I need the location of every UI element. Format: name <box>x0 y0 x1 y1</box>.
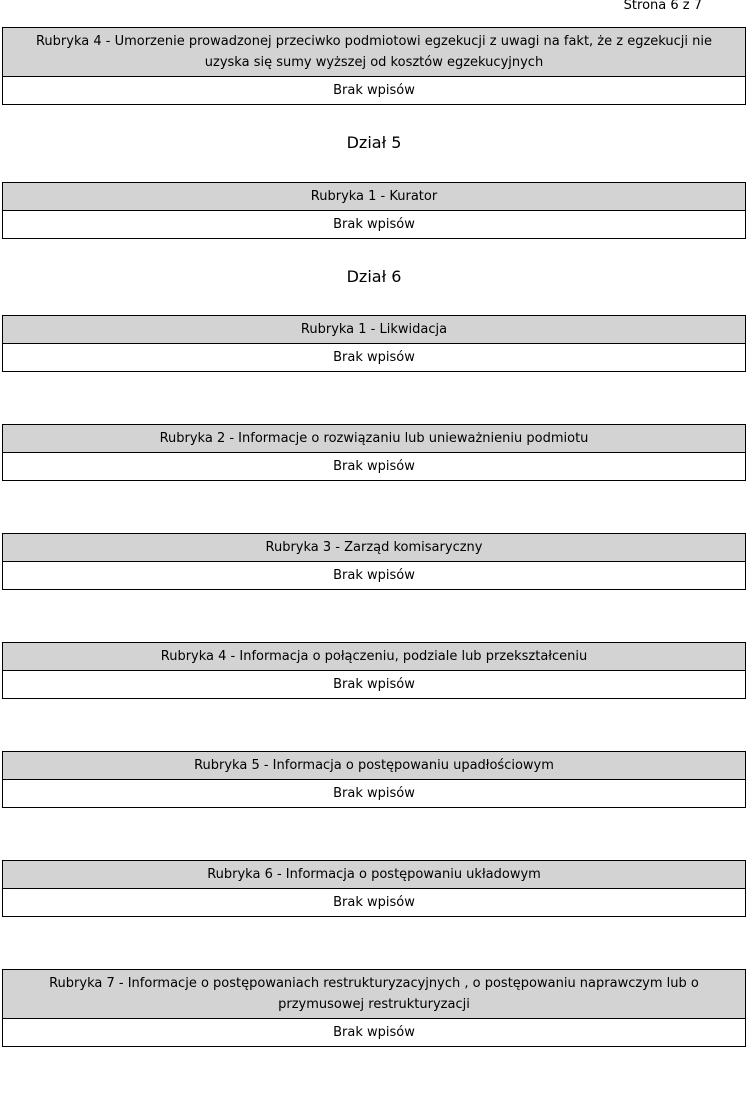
rubryka-empty-value: Brak wpisów <box>3 889 745 916</box>
rubryka-header: Rubryka 1 - Kurator <box>3 183 745 211</box>
rubryka-header: Rubryka 5 - Informacja o postępowaniu upadłościowym <box>3 752 745 780</box>
rubryka-header: Rubryka 4 - Informacja o połączeniu, podziale lub przekształceniu <box>3 643 745 671</box>
rubryka-header: Rubryka 6 - Informacja o postępowaniu układowym <box>3 861 745 889</box>
rubryka-empty-value: Brak wpisów <box>3 562 745 589</box>
rubryka-empty-value: Brak wpisów <box>3 344 745 371</box>
rubryka-box-d4-r4 <box>2 27 746 105</box>
rubryka-box-d6-r5 <box>2 751 746 808</box>
rubryka-box-d6-r6 <box>2 860 746 917</box>
rubryka-header: Rubryka 7 - Informacje o postępowaniach restrukturyzacyjnych , o postępowaniu naprawczym lub o przymusowej restrukturyzacji <box>3 970 745 1019</box>
rubryka-header: Rubryka 1 - Likwidacja <box>3 316 745 344</box>
rubryka-empty-value: Brak wpisów <box>3 780 745 807</box>
rubryka-empty-value: Brak wpisów <box>3 671 745 698</box>
rubryka-header: Rubryka 3 - Zarząd komisaryczny <box>3 534 745 562</box>
section-title-dzial-5: Dział 5 <box>346 133 402 152</box>
section-title-dzial-6: Dział 6 <box>346 267 402 286</box>
page-number: Strona 6 z 7 <box>623 0 702 13</box>
rubryka-box-d6-r3 <box>2 533 746 590</box>
rubryka-empty-value: Brak wpisów <box>3 453 745 480</box>
rubryka-box-d5-r1 <box>2 182 746 239</box>
rubryka-box-d6-r1 <box>2 315 746 372</box>
rubryka-box-d6-r7 <box>2 969 746 1047</box>
rubryka-box-d6-r2 <box>2 424 746 481</box>
rubryka-empty-value: Brak wpisów <box>3 211 745 238</box>
rubryka-header: Rubryka 2 - Informacje o rozwiązaniu lub unieważnieniu podmiotu <box>3 425 745 453</box>
rubryka-box-d6-r4 <box>2 642 746 699</box>
rubryka-empty-value: Brak wpisów <box>3 1019 745 1046</box>
rubryka-header: Rubryka 4 - Umorzenie prowadzonej przeciwko podmiotowi egzekucji z uwagi na fakt, że z egzekucji nie uzyska się sumy wyższej od kosztów egzekucyjnych <box>3 28 745 77</box>
rubryka-empty-value: Brak wpisów <box>3 77 745 104</box>
